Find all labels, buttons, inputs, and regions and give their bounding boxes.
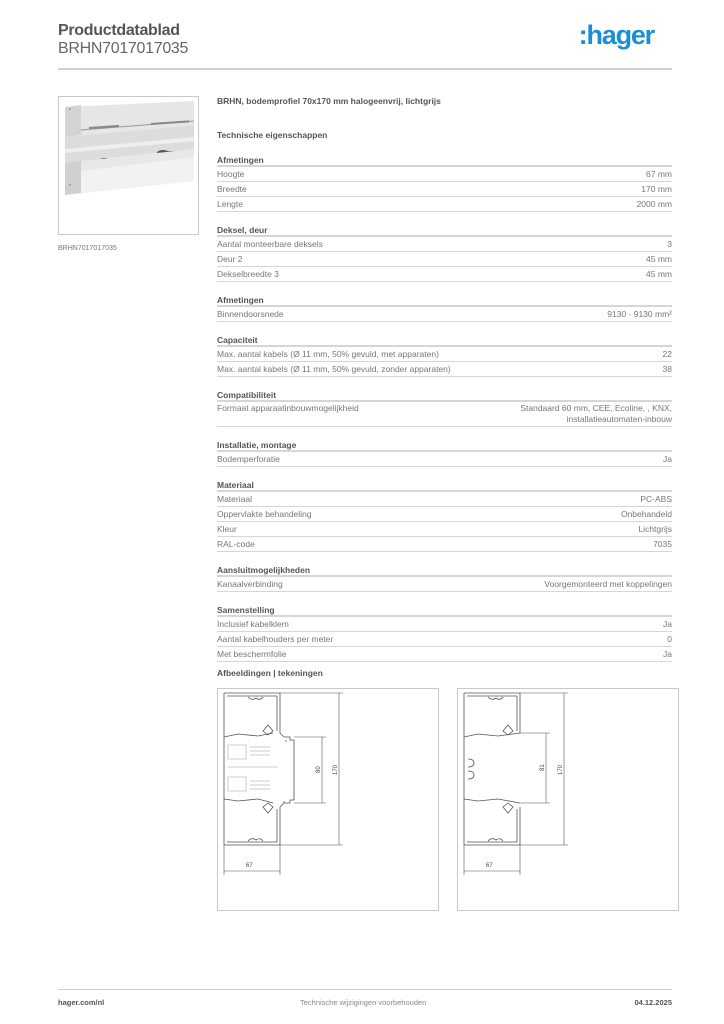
spec-value-line: installatieautomaten-inbouw [566, 414, 672, 424]
spec-row [217, 197, 672, 212]
spec-value: 38 [662, 364, 672, 374]
spec-row [217, 267, 672, 282]
spec-row [217, 507, 672, 522]
spec-value: Lichtgrijs [638, 524, 672, 534]
width-dimension: 67 [246, 863, 253, 869]
spec-label: Binnendoorsnede [217, 309, 284, 319]
spec-row [217, 632, 672, 647]
spec-row [217, 522, 672, 537]
spec-value: Ja [663, 649, 672, 659]
spec-value: 45 mm [646, 254, 672, 264]
profile-cross-section-icon [218, 689, 440, 912]
drawings-heading: Afbeeldingen | tekeningen [217, 668, 323, 678]
spec-value: 7035 [653, 539, 672, 549]
section-title: Aansluitmogelijkheden [217, 565, 672, 577]
spec-value: Ja [663, 454, 672, 464]
section-material [217, 480, 672, 552]
spec-value: PC-ABS [640, 494, 672, 504]
spec-value-line: Standaard 60 mm, CEE, Ecoline, , KNX, [520, 403, 672, 413]
inner-dimension: 80 [316, 766, 322, 773]
spec-label: RAL-code [217, 539, 255, 549]
spec-value: Voorgemonteerd met koppelingen [544, 579, 672, 589]
spec-label: Hoogte [217, 169, 245, 179]
page-header [58, 20, 672, 70]
spec-value: Onbehandeld [620, 509, 672, 519]
spec-value: 0 [667, 634, 672, 644]
spec-label: Max. aantal kabels (Ø 11 mm, 50% gevuld, met apparaten) [217, 349, 439, 359]
section-title: Materiaal [217, 480, 672, 492]
spec-row [217, 307, 672, 322]
spec-row [217, 537, 672, 552]
section-installation [217, 440, 672, 467]
spec-label: Breedte [217, 184, 247, 194]
spec-row [217, 347, 672, 362]
spec-row [217, 452, 672, 467]
spec-label: Aantal kabelhouders per meter [217, 634, 334, 644]
header-divider [58, 68, 672, 70]
spec-row [217, 647, 672, 662]
spec-label: Kanaalverbinding [217, 579, 283, 589]
spec-label: Max. aantal kabels (Ø 11 mm, 50% gevuld, zonder apparaten) [217, 364, 451, 374]
spec-label: Kleur [217, 524, 237, 534]
footer-divider [58, 989, 672, 990]
spec-value: 170 mm [641, 184, 672, 194]
spec-label: Deur 2 [217, 254, 243, 264]
section-title: Afmetingen [217, 295, 672, 307]
width-dimension: 67 [486, 863, 493, 869]
spec-row [217, 577, 672, 592]
spec-label: Materiaal [217, 494, 252, 504]
profile-cross-section-icon [458, 689, 680, 912]
spec-row [217, 492, 672, 507]
spec-row [217, 362, 672, 377]
section-connections [217, 565, 672, 592]
spec-content [217, 96, 672, 662]
spec-label: Inclusief kabelklem [217, 619, 289, 629]
section-composition [217, 605, 672, 662]
spec-row [217, 617, 672, 632]
spec-value [520, 403, 672, 425]
spec-label: Oppervlakte behandeling [217, 509, 312, 519]
section-title: Deksel, deur [217, 225, 672, 237]
product-image-caption: BRHN7017017035 [58, 245, 117, 252]
spec-row [217, 167, 672, 182]
section-dimensions [217, 155, 672, 212]
section-dimensions-inner [217, 295, 672, 322]
spec-label: Formaat apparaatinbouwmogelijkheid [217, 403, 359, 413]
section-title: Capaciteit [217, 335, 672, 347]
spec-label: Met beschermfolie [217, 649, 287, 659]
spec-row [217, 402, 672, 427]
spec-label: Bodemperforatie [217, 454, 280, 464]
document-date: 04.12.2025 [634, 998, 672, 1007]
section-title: Afmetingen [217, 155, 672, 167]
height-dimension: 170 [558, 764, 564, 775]
hager-logo: :hager [578, 20, 654, 50]
product-image [58, 96, 199, 235]
spec-value: Ja [663, 619, 672, 629]
technical-drawing-1 [217, 688, 439, 911]
spec-row [217, 252, 672, 267]
cable-trunking-photo-icon [59, 97, 199, 235]
section-title: Samenstelling [217, 605, 672, 617]
tech-properties-heading: Technische eigenschappen [217, 130, 328, 140]
spec-label: Lengte [217, 199, 243, 209]
disclaimer: Technische wijzigingen voorbehouden [300, 998, 427, 1007]
spec-value: 2000 mm [636, 199, 672, 209]
spec-label: Aantal monteerbare deksels [217, 239, 323, 249]
spec-row [217, 182, 672, 197]
product-code: BRHN7017017035 [58, 40, 189, 57]
product-description: BRHN, bodemprofiel 70x170 mm halogeenvrij, lichtgrijs [217, 96, 441, 106]
section-compatibility [217, 390, 672, 427]
spec-value: 22 [662, 349, 672, 359]
inner-dimension: 81 [540, 764, 546, 771]
technical-drawing-2 [457, 688, 679, 911]
section-cover-door [217, 225, 672, 282]
website-link[interactable]: hager.com/nl [58, 998, 105, 1007]
spec-value: 67 mm [646, 169, 672, 179]
section-title: Installatie, montage [217, 440, 672, 452]
spec-value: 9130 - 9130 mm² [607, 309, 672, 319]
spec-label: Dekselbreedte 3 [217, 269, 279, 279]
section-title: Compatibiliteit [217, 390, 672, 402]
document-title: Productdatablad [58, 22, 180, 39]
spec-value: 3 [667, 239, 672, 249]
height-dimension: 170 [333, 764, 339, 775]
spec-value: 45 mm [646, 269, 672, 279]
section-capacity [217, 335, 672, 377]
spec-row [217, 237, 672, 252]
